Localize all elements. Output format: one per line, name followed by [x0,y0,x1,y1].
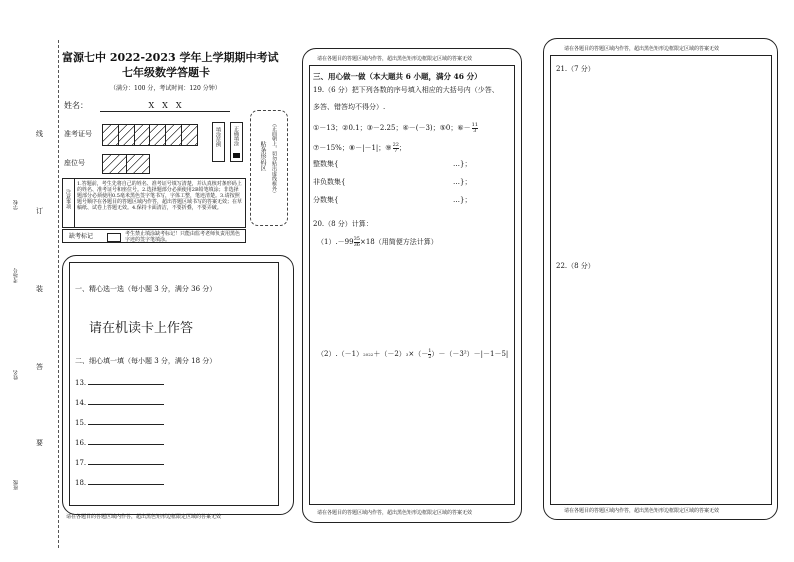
barcode-note: （正面朝上，切勿贴出虚线框外） [271,121,277,196]
section2-title: 二、细心填一填（每小题 3 分，满分 18 分） [75,357,217,365]
name-field[interactable]: X X X [100,102,230,112]
examno-boxes[interactable] [102,124,198,146]
fill-blank-number: 18. [75,479,87,487]
section3-title: 三、用心做一做（本大题共 6 小题，满分 46 分） [313,72,482,81]
number-set-close: …}； [453,196,472,204]
binding-dashed-line [58,40,59,548]
q20-part1: （1）.－99 $\frac{35}{36}$ ×18（用简便方法计算） [317,236,438,248]
strip-seal-word: 装 [36,285,43,293]
name-label: 姓名： [64,101,88,110]
strip-answer-word: 答 [36,363,43,371]
fill-blank-row[interactable] [75,380,164,387]
absent-note: 考生禁止填涂缺考标记！只能由监考老师负责用黑色字迹的签字笔填涂。 [125,231,241,243]
right-answer-panel [543,38,778,520]
fill-blank-number: 16. [75,439,87,447]
q19-line1: 19.（6 分）把下列各数的序号填入相应的大括号内（少答、 [313,86,499,94]
middle-footer-notice: 请在各题目的答题区域内作答，超出黑色矩形边框限定区域的答案无效 [317,510,473,516]
strip-forbid-word: 要 [36,439,43,447]
q19-items-row2: ⑦－15%；⑧－|－1|；⑨ 22 7 ； [313,142,406,154]
q21-label: 21.（7 分） [556,65,595,73]
right-top-notice: 请在各题目的答题区域内作答，超出黑色矩形边框限定区域的答案无效 [564,46,720,52]
seat-label: 座位号 [64,159,85,167]
fill-blank-number: 13. [75,379,87,387]
q20-fraction-1: $\frac{35}{36}$ [353,236,360,248]
absent-label: 缺考标记 [69,233,94,240]
fill-blank-line[interactable] [88,484,164,485]
right-inner-frame [550,55,772,505]
barcode-area [250,110,288,226]
fill-blank-row[interactable] [75,420,164,427]
left-footer-notice: 请在各题目的答题区域内作答，超出黑色矩形边框限定区域的答案无效 [66,514,222,520]
fill-blank-line[interactable] [88,384,164,385]
fill-blank-row[interactable] [75,440,164,447]
machine-card-notice: 请在机读卡上作答 [89,321,194,336]
number-set-close: …}； [453,160,472,168]
strip-order-word: 订 [36,207,43,215]
fill-blank-number: 15. [75,419,87,427]
examno-label: 准考证号 [64,130,92,138]
notice-box [62,178,246,228]
fill-example-correct: 正确填涂 [230,122,243,162]
exam-title: 富源七中 2022-2023 学年上学期期中考试 [62,51,279,64]
fill-example-wrong: 填涂范例 [212,122,225,162]
strip-field-name: 姓名 [13,370,19,380]
absent-checkbox[interactable] [107,233,121,242]
exam-subtitle-title: 七年级数学答题卡 [122,66,210,79]
q19-line2: 多答、错答均不得分）. [313,103,386,111]
fill-blank-row[interactable] [75,460,164,467]
fill-blank-line[interactable] [88,404,164,405]
q20-part2: （2）.（－1） 2022 ＋（－2） 3 ×（－ 1 2 ）－（－3²）－|－1－5| [317,348,509,360]
seat-boxes[interactable] [102,154,150,174]
right-footer-notice: 请在各题目的答题区域内作答，超出黑色矩形边框限定区域的答案无效 [564,508,720,514]
fill-blank-number: 17. [75,459,87,467]
fill-blank-line[interactable] [88,464,164,465]
notice-title: 注意事项 [65,189,71,209]
fill-blank-line[interactable] [88,424,164,425]
q20-fraction-2: 1 2 [428,348,432,360]
middle-top-notice: 请在各题目的答题区域内作答，超出黑色矩形边框限定区域的答案无效 [317,56,473,62]
fill-blank-line[interactable] [88,444,164,445]
number-set-label: 整数集{ [313,160,339,168]
fill-blank-number: 14. [75,399,87,407]
strip-field-examno: 考场号 [13,268,19,283]
q19-fraction-b: 22 7 [392,142,399,154]
notice-text: 1.答题前，考生先将自己的姓名、准考证号填写清楚，并认真核对条形码上的姓名、准考证号和座位号。2.选择题部分必须使用2B铅笔填涂；非选择题部分必须使用0.5毫米黑色签字笔书写，字体工整，笔迹清楚。3.请按照题号顺序在各题目的答题区域内作答，超出答题区域书写的答案无效；在草稿纸、试卷上答题无效。4.保持卡面清洁，不要折叠，不要弄破。 [77,181,243,211]
strip-field-class: 班级 [13,480,19,490]
fill-blank-row[interactable] [75,400,164,407]
absent-box [62,229,246,243]
q19-fraction-a: 11 3 [471,122,479,134]
q20-title: 20.（8 分）计算： [313,220,373,228]
section1-title: 一、精心选一选（每小题 3 分，满分 36 分） [75,285,217,293]
fill-blank-row[interactable] [75,480,164,487]
strip-field-school: 学校 [13,200,19,210]
left-answer-panel [62,255,294,515]
number-set-close: …}； [453,178,472,186]
strip-line-word: 线 [36,130,43,138]
barcode-label: 贴条形码区 [259,141,266,171]
exam-meta: （满分：100 分，考试时间：120 分钟） [110,85,221,92]
q22-label: 22.（8 分） [556,262,595,270]
number-set-label: 分数集{ [313,196,339,204]
middle-answer-panel [302,48,522,523]
number-set-label: 非负数集{ [313,178,346,186]
q19-items-row1: ①－13；②0.1；③－2.25；④－(－3)；⑤0；⑥－ 11 3 [313,122,479,134]
